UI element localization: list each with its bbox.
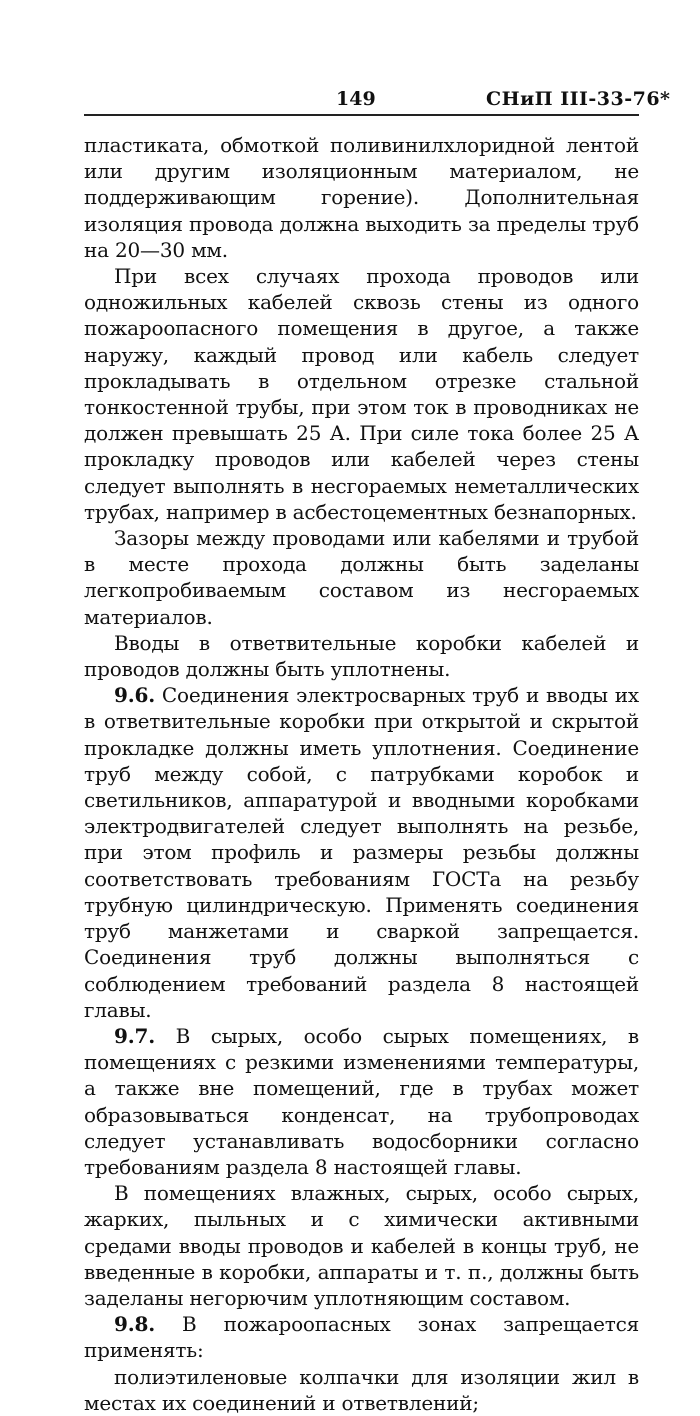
paragraph [84,1180,639,1311]
clause-number: 9.7. [114,1023,155,1048]
paragraph-text: В сырых, особо сырых помещениях, в помещениях с резкими изменениями температуры, а также вне помещений, где в трубах может образовываться конденсат, на трубопроводах следует устанавливать водосборники согласно требованиям раздела 8 настоящей главы. [84,1023,639,1179]
paragraph-text: пластиката, обмоткой поливинилхлоридной лентой или другим изоляционным материалом, не поддерживающим горение). Дополнительная изоляция провода должна выходить за пределы труб на 20—30 мм. [84,133,639,262]
paragraph-text: Вводы в ответвительные коробки кабелей и проводов должны быть уплотнены. [84,630,639,682]
paragraph [84,132,639,263]
document-code: СНиП III-33-76* [486,88,671,110]
header-rule [84,114,639,116]
paragraph-text: При всех случаях прохода проводов или одножильных кабелей сквозь стены из одного пожароопасного помещения в другое, а также наружу, каждый провод или кабель следует прокладывать в отдельном отрезке стальной тонкостенной трубы, при этом ток в проводниках не должен превышать 25 А. При силе тока более 25 А прокладку проводов или кабелей через стены следует выполнять в несгораемых неметаллических трубах, например в асбестоцементных безнапорных. [84,264,639,524]
paragraph-text: Соединения электросварных труб и вводы их в ответвительные коробки при открытой и скрытой прокладке должны иметь уплотнения. Соединение труб между собой, с патрубками коробок и светильников, аппаратурой и вводными коробками электродвигателей следует выполнять на резьбе, при этом профиль и размеры резьбы должны соответствовать требованиям ГОСТа на резьбу трубную цилиндрическую. Применять соединения труб манжетами и сваркой запрещается. Соединения труб должны выполняться с соблюдением требований раздела 8 настоящей главы. [84,683,639,1022]
paragraph-text: полиэтиленовые колпачки для изоляции жил в местах их соединений и ответвлений; [84,1364,639,1415]
page-number: 149 [336,88,376,110]
text-body [84,132,639,1416]
page-header [0,88,700,110]
paragraph-9-7 [84,1023,639,1180]
paragraph-9-8 [84,1311,639,1363]
clause-number: 9.6. [114,683,155,708]
paragraph-text: В пожароопасных зонах запрещается применять: [84,1312,639,1363]
paragraph-9-6 [84,682,639,1023]
paragraph [84,1364,639,1416]
paragraph-text: В помещениях влажных, сырых, особо сырых, жарких, пыльных и с химически активными средами вводы проводов и кабелей в концы труб, не введенные в коробки, аппараты и т. п., должны быть заделаны негорючим уплотняющим составом. [84,1181,639,1310]
clause-number: 9.8. [114,1312,155,1337]
paragraph [84,263,639,525]
paragraph [84,525,639,630]
paragraph-text: Зазоры между проводами или кабелями и трубой в месте прохода должны быть заделаны легкопробиваемым составом из несгораемых материалов. [84,526,639,629]
paragraph [84,630,639,682]
